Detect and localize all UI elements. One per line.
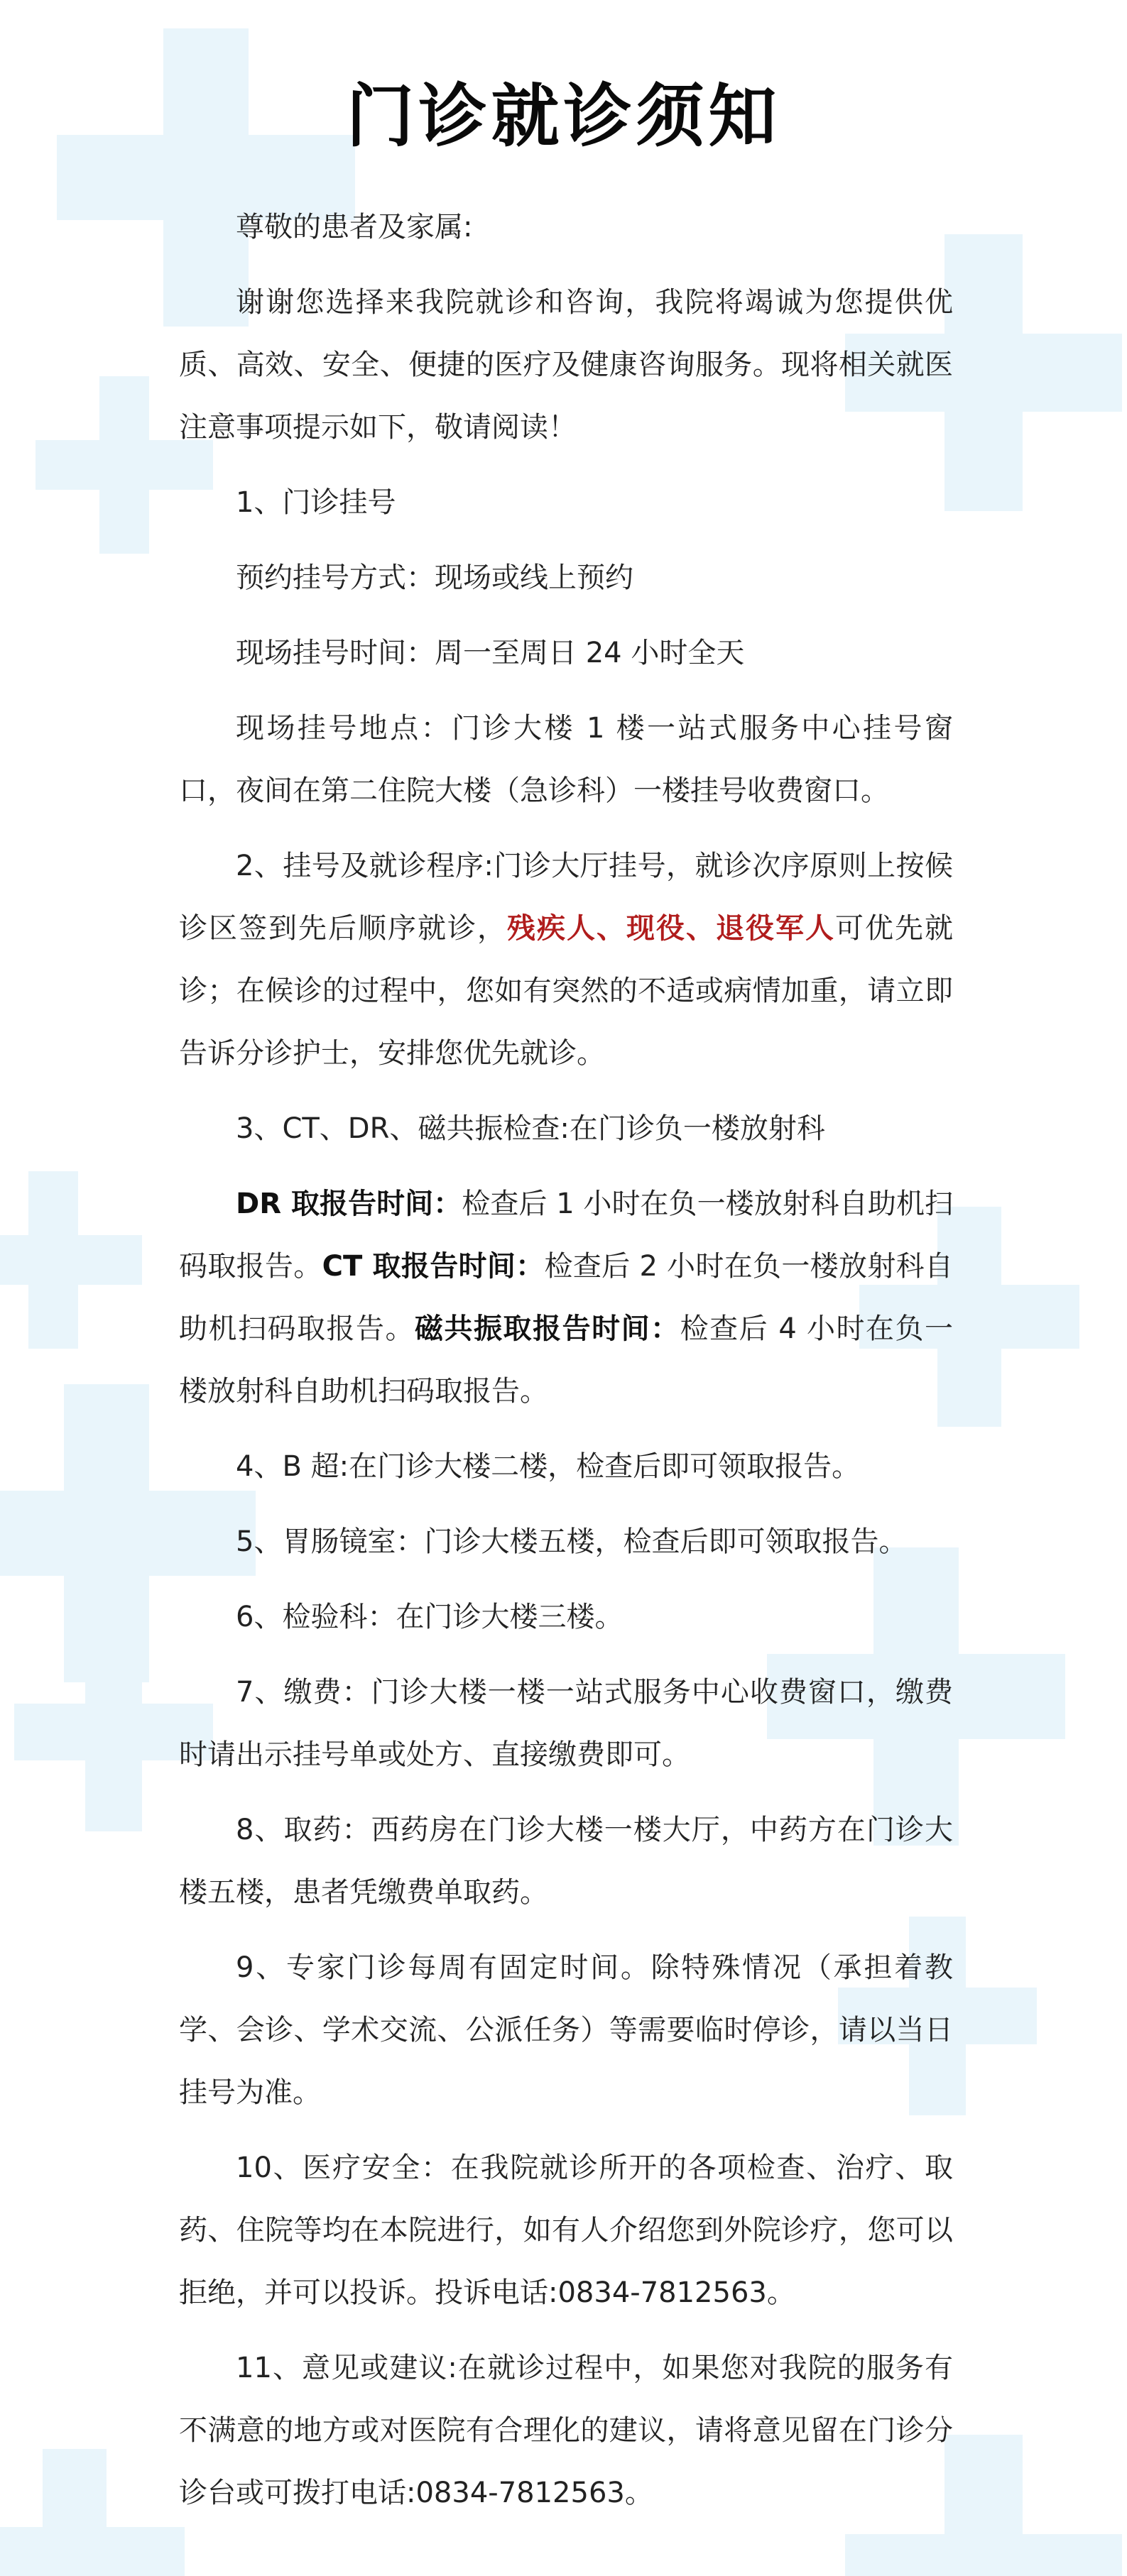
ct-report-label: CT 取报告时间： — [322, 1250, 545, 1283]
section-2-text-a: 2、挂号及就诊程序:门诊大厅挂号，就诊次序原则上按候诊区签到先后顺序就诊， — [179, 850, 953, 945]
section-1-heading: 1、门诊挂号 — [236, 486, 396, 519]
priority-groups-highlight: 残疾人、现役、退役军人 — [507, 912, 835, 945]
notice-body — [179, 196, 953, 2537]
cross-icon — [0, 1171, 142, 1349]
section-11: 11、意见或建议:在就诊过程中，如果您对我院的服务有不满意的地方或对医院有合理化的建议，请将意见留在门诊分诊台或可拨打电话:0834-7812563。 — [179, 2352, 953, 2509]
section-1-method: 预约挂号方式：现场或线上预约 — [236, 561, 633, 594]
cross-icon — [0, 2449, 185, 2576]
mri-report-label: 磁共振取报告时间： — [415, 1312, 680, 1345]
intro-paragraph: 谢谢您选择来我院就诊和咨询，我院将竭诚为您提供优质、高效、安全、便捷的医疗及健康咨询服务。现将相关就医注意事项提示如下，敬请阅读！ — [179, 286, 953, 444]
page-title: 门诊就诊须知 — [346, 77, 781, 156]
section-7: 7、缴费：门诊大楼一楼一站式服务中心收费窗口，缴费时请出示挂号单或处方、直接缴费即可。 — [179, 1676, 953, 1771]
section-2-paragraph — [179, 835, 953, 1085]
greeting: 尊敬的患者及家属: — [236, 211, 473, 243]
ct-report-text: 检查后 2 小时在负一楼放射科自助机扫码取报告。 — [179, 1250, 953, 1345]
section-3-heading: 3、CT、DR、磁共振检查:在门诊负一楼放射科 — [236, 1112, 825, 1145]
dr-report-text: 检查后 1 小时在负一楼放射科自助机扫码取报告。 — [179, 1188, 953, 1283]
section-10: 10、医疗安全：在我院就诊所开的各项检查、治疗、取药、住院等均在本院进行，如有人介绍您到外院诊疗，您可以拒绝，并可以投诉。投诉电话:0834-7812563。 — [179, 2152, 953, 2309]
section-6: 6、检验科：在门诊大楼三楼。 — [236, 1601, 624, 1633]
mri-report-text: 检查后 4 小时在负一楼放射科自助机扫码取报告。 — [179, 1312, 954, 1408]
section-9: 9、专家门诊每周有固定时间。除特殊情况（承担着教学、会诊、学术交流、公派任务）等需要临时停诊，请以当日挂号为准。 — [179, 1951, 953, 2109]
section-1-place: 现场挂号地点：门诊大楼 1 楼一站式服务中心挂号窗口，夜间在第二住院大楼（急诊科）一楼挂号收费窗口。 — [179, 712, 953, 807]
section-3-report-times — [179, 1173, 953, 1423]
section-5: 5、胃肠镜室：门诊大楼五楼，检查后即可领取报告。 — [236, 1525, 908, 1558]
section-8: 8、取药：西药房在门诊大楼一楼大厅，中药方在门诊大楼五楼，患者凭缴费单取药。 — [179, 1814, 953, 1909]
section-1-time: 现场挂号时间：周一至周日 24 小时全天 — [236, 637, 745, 669]
section-4: 4、B 超:在门诊大楼二楼，检查后即可领取报告。 — [236, 1450, 861, 1483]
dr-report-label: DR 取报告时间： — [236, 1188, 462, 1220]
section-2-text-b: 可优先就诊；在候诊的过程中，您如有突然的不适或病情加重，请立即告诉分诊护士，安排您优先就诊。 — [179, 912, 953, 1070]
